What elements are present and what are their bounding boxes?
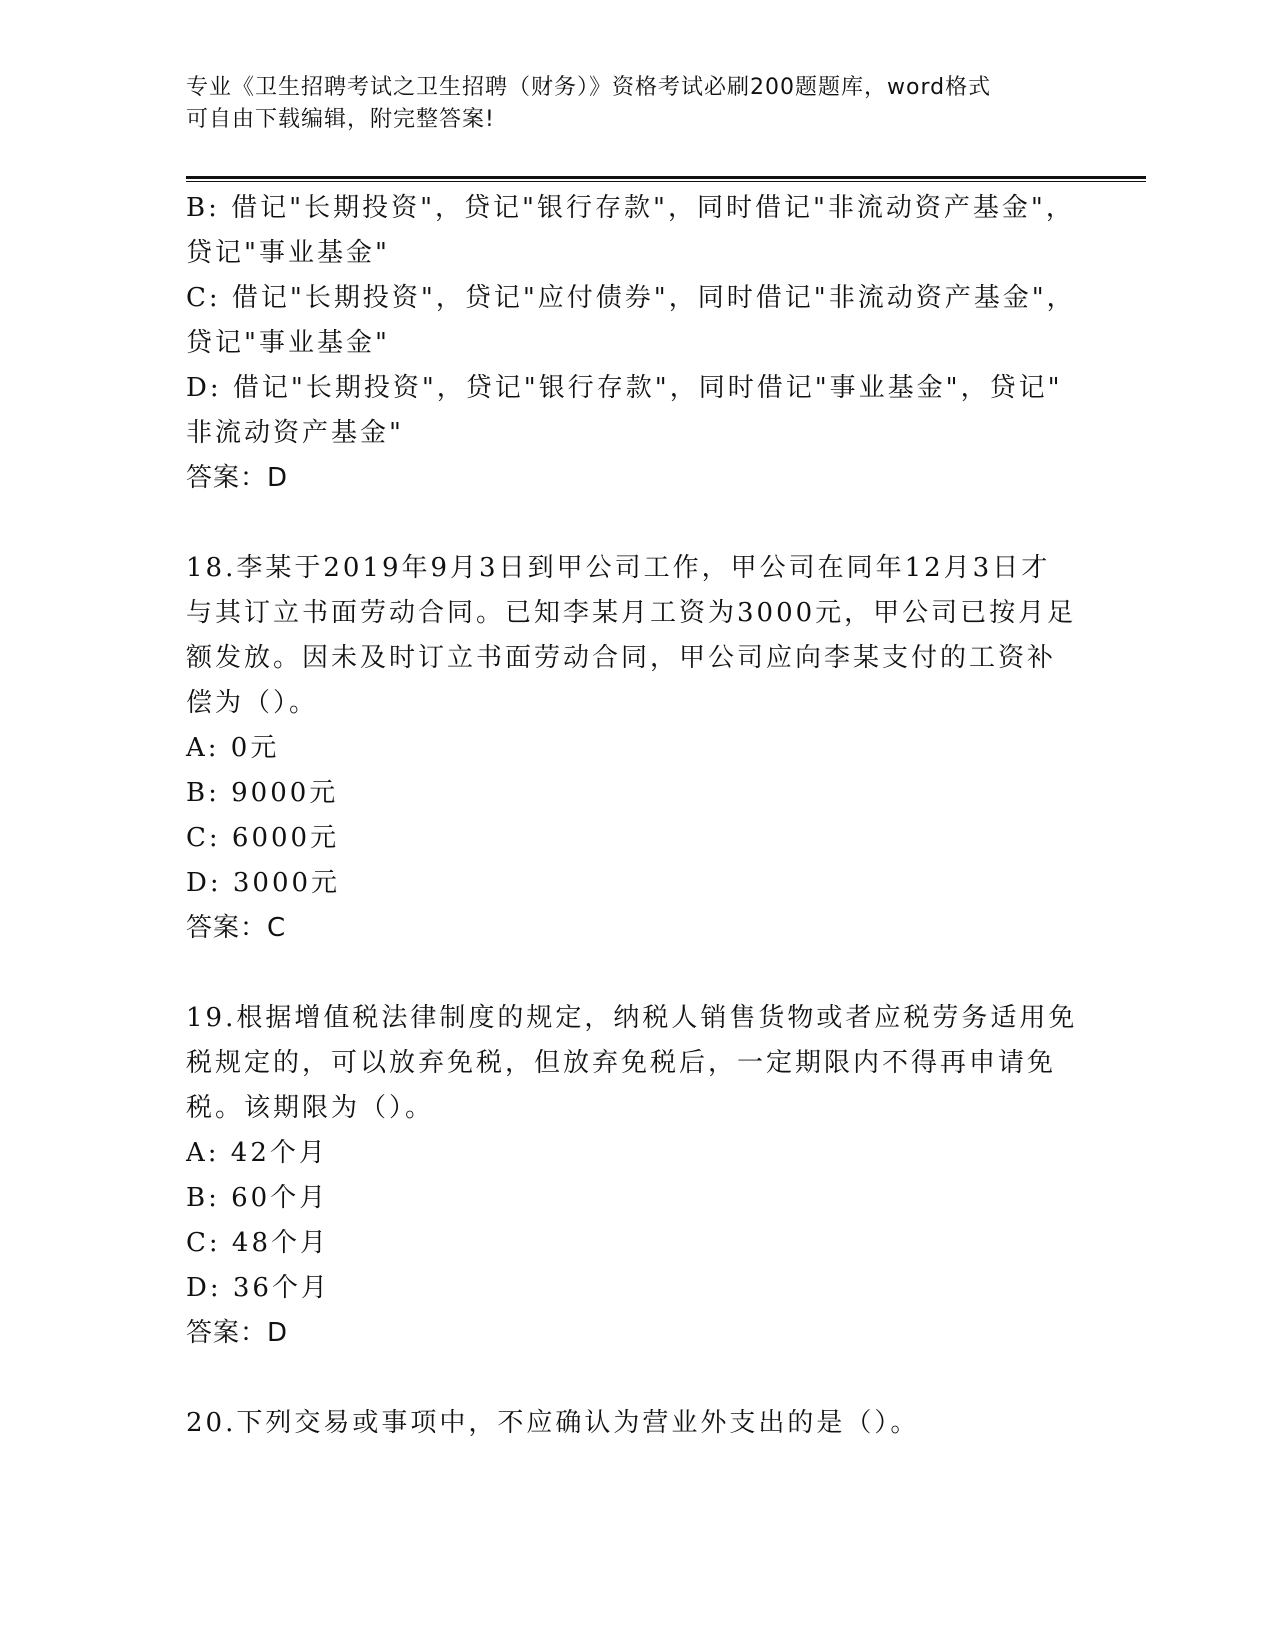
q18-option-b: B: 9000元 <box>186 778 339 808</box>
q20-stem-line-1: 20.下列交易或事项中，不应确认为营业外支出的是（）。 <box>186 1408 920 1438</box>
q17-option-b-line-1: B: 借记"长期投资"，贷记"银行存款"，同时借记"非流动资产基金"， <box>186 193 1075 223</box>
spacer <box>186 951 1086 996</box>
q18-stem-line-1: 18.李某于2019年9月3日到甲公司工作，甲公司在同年12月3日才 <box>186 553 1051 583</box>
q18-stem-line-3: 额发放。因未及时订立书面劳动合同，甲公司应向李某支付的工资补 <box>186 643 1057 673</box>
q19-stem-line-3: 税。该期限为（）。 <box>186 1093 435 1123</box>
document-header <box>186 72 1066 136</box>
header-title-line-1: 专业《卫生招聘考试之卫生招聘（财务）》资格考试必刷200题题库，word格式 <box>186 75 992 100</box>
q19-answer: 答案：D <box>186 1318 289 1348</box>
header-title-line-2: 可自由下载编辑，附完整答案! <box>186 107 495 132</box>
q19-stem-line-1: 19.根据增值税法律制度的规定，纳税人销售货物或者应税劳务适用免 <box>186 1003 1078 1033</box>
q18-stem-line-4: 偿为（）。 <box>186 688 319 718</box>
q17-option-b-line-2: 贷记"事业基金" <box>186 238 390 268</box>
q17-option-c-line-1: C: 借记"长期投资"，贷记"应付债券"，同时借记"非流动资产基金"， <box>186 283 1076 313</box>
q18-answer: 答案：C <box>186 913 287 943</box>
q18-option-d: D: 3000元 <box>186 868 341 898</box>
q18-stem-line-2: 与其订立书面劳动合同。已知李某月工资为3000元，甲公司已按月足 <box>186 598 1077 628</box>
q17-answer: 答案：D <box>186 463 289 493</box>
question-17-block <box>186 186 1086 501</box>
q17-option-c-line-2: 贷记"事业基金" <box>186 328 390 358</box>
question-18-block <box>186 546 1086 951</box>
header-divider-thin <box>186 181 1146 182</box>
spacer <box>186 501 1086 546</box>
question-20-block <box>186 1401 1086 1446</box>
spacer <box>186 1356 1086 1401</box>
q19-option-d: D: 36个月 <box>186 1273 330 1303</box>
question-content <box>186 186 1086 1446</box>
q19-option-c: C: 48个月 <box>186 1228 330 1258</box>
q19-stem-line-2: 税规定的，可以放弃免税，但放弃免税后，一定期限内不得再申请免 <box>186 1048 1057 1078</box>
q19-option-a: A: 42个月 <box>186 1138 328 1168</box>
q18-option-a: A: 0元 <box>186 733 280 763</box>
q17-option-d-line-2: 非流动资产基金" <box>186 418 404 448</box>
q17-option-d-line-1: D: 借记"长期投资"，贷记"银行存款"，同时借记"事业基金"，贷记" <box>186 373 1063 403</box>
q19-option-b: B: 60个月 <box>186 1183 329 1213</box>
question-19-block <box>186 996 1086 1356</box>
q18-option-c: C: 6000元 <box>186 823 340 853</box>
header-divider-thick <box>186 176 1146 179</box>
